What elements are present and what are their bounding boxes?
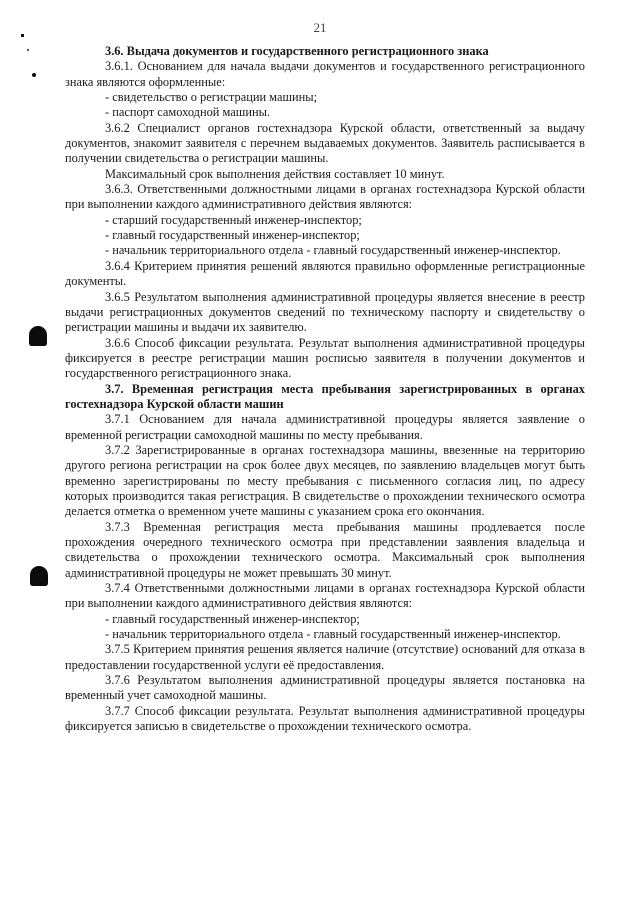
paragraph: 3.7.4 Ответственными должностными лицами в органах гостехнадзора Курской области при выполнении каждого административного действия являются: <box>65 581 585 611</box>
scan-speck <box>21 34 24 37</box>
paragraph: 3.6.1. Основанием для начала выдачи документов и государственного регистрационного знака являются оформленные: <box>65 59 585 89</box>
paragraph: 3.6.3. Ответственными должностными лицами в органах гостехнадзора Курской области при выполнении каждого административного действия являются: <box>65 182 585 212</box>
scan-speck <box>32 73 36 77</box>
paragraph: 3.7.6 Результатом выполнения административной процедуры является постановка на временный учет самоходной машины. <box>65 673 585 703</box>
scan-speck <box>27 49 29 51</box>
list-item: - начальник территориального отдела - главный государственный инженер-инспектор. <box>105 243 561 258</box>
paragraph: 3.7.2 Зарегистрированные в органах гостехнадзора машины, ввезенные на территорию другого региона регистрации на срок более двух месяцев, по заявлению владельцев могут быть временно зарегистрированы по месту пребывания с письменного согласия лиц, по адресу которых производится такая регистрация. В свидетельстве о прохождении технического осмотра делается отметка о временном учете машины с указанием срока его окончания. <box>65 442 585 519</box>
list-item: - старший государственный инженер-инспектор; <box>105 212 362 227</box>
section-heading: 3.6. Выдача документов и государственного регистрационного знака <box>105 44 489 58</box>
paragraph: 3.7.1 Основанием для начала административной процедуры является заявление о временной регистрации самоходной машины по месту пребывания. <box>65 412 585 442</box>
list-item: - начальник территориального отдела - главный государственный инженер-инспектор. <box>105 627 561 642</box>
paragraph: 3.7.5 Критерием принятия решения является наличие (отсутствие) оснований для отказа в предоставлении государственной услуги её предоставления. <box>65 642 585 672</box>
list-item: - свидетельство о регистрации машины; <box>105 90 318 105</box>
paragraph: 3.7.7 Способ фиксации результата. Результат выполнения административной процедуры фиксируется записью в свидетельстве о прохождении технического осмотра. <box>65 703 585 734</box>
list-item: - главный государственный инженер-инспектор; <box>105 228 360 243</box>
paragraph: 3.7.3 Временная регистрация места пребывания машины продлевается после прохождения очередного технического осмотра при представлении заявления владельца и свидетельства о прохождении технического осмотра. Максимальный срок выполнения административной процедуры не может превышать 30 минут. <box>65 519 585 580</box>
page-number: 21 <box>313 20 327 35</box>
list-item: - паспорт самоходной машины. <box>105 105 271 120</box>
binder-hole-mark <box>30 566 48 586</box>
binder-hole-mark <box>29 326 47 346</box>
paragraph: 3.6.2 Специалист органов гостехнадзора Курской области, ответственный за выдачу документов, знакомит заявителя с перечнем выдаваемых документов. Заявитель расписывается в получении свидетельства о регистрации машины. <box>65 120 585 166</box>
paragraph: 3.6.5 Результатом выполнения административной процедуры является внесение в реестр выдачи регистрационных документов сведений по техническому паспорту и свидетельству о регистрации машины и выдачи их заявителю. <box>65 289 585 335</box>
paragraph: Максимальный срок выполнения действия составляет 10 минут. <box>105 166 445 181</box>
document-body <box>65 44 585 734</box>
paragraph: 3.6.6 Способ фиксации результата. Результат выполнения административной процедуры фиксируется в реестре регистрации машин росписью заявителя в получении документов и государственного регистрационного знака. <box>65 335 585 381</box>
paragraph: 3.6.4 Критерием принятия решений являются правильно оформленные регистрационные документы. <box>65 258 585 289</box>
section-heading: 3.7. Временная регистрация места пребывания зарегистрированных в органах гостехнадзора Курской области машин <box>65 381 585 411</box>
list-item: - главный государственный инженер-инспектор; <box>105 611 360 626</box>
